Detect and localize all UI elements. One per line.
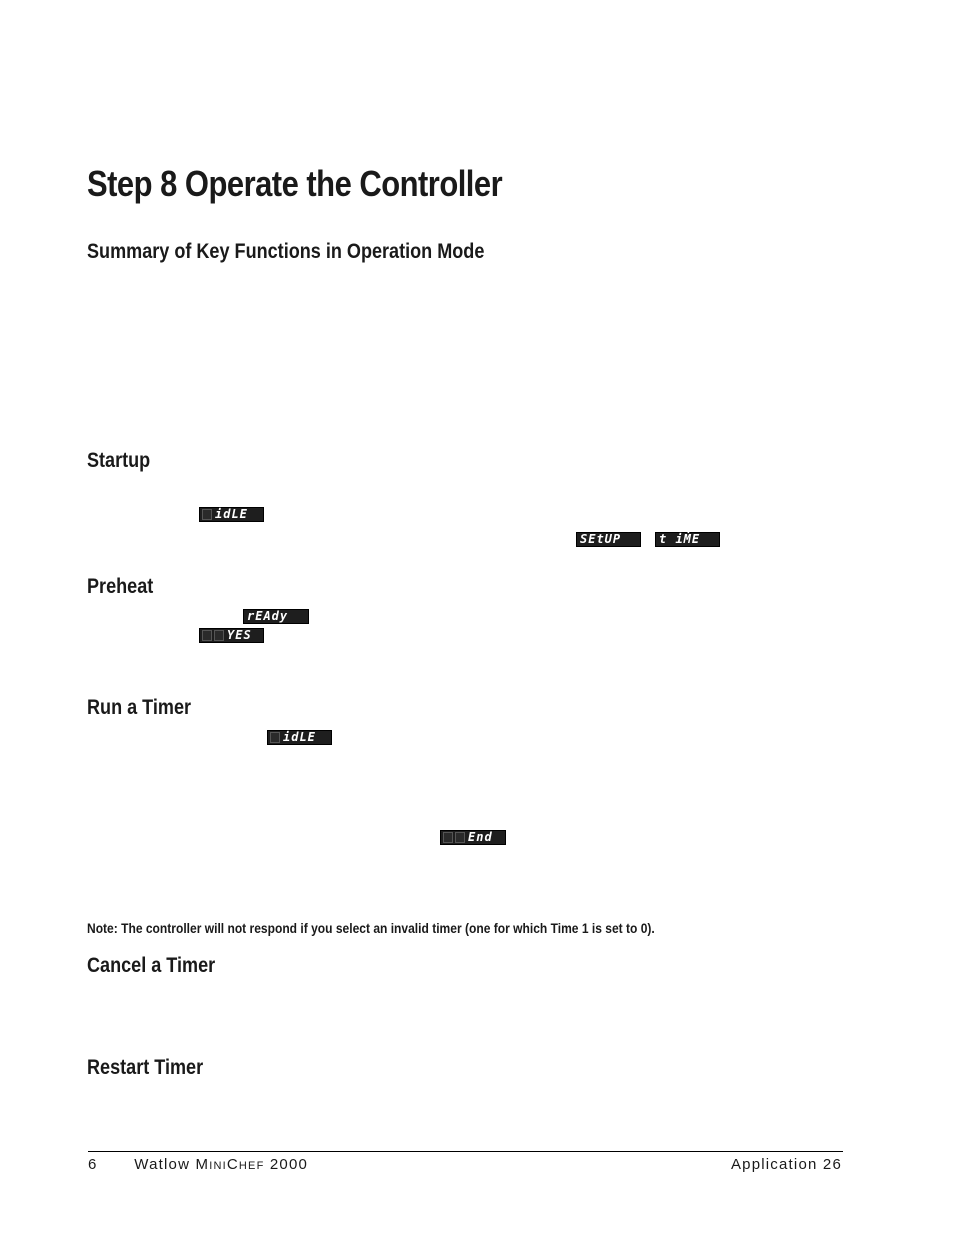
lcd-display-text: YES [227,628,252,642]
lcd-display-ready [243,609,309,624]
footer-product: MINICHEF [195,1156,265,1173]
lcd-display-idle [267,730,332,745]
lcd-display-text: End [468,830,493,844]
footer-brand: Watlow [134,1156,191,1173]
lcd-display-text: idLE [283,730,316,744]
section-heading-run-timer: Run a Timer [87,696,192,719]
lcd-blank-segment [202,509,212,520]
lcd-blank-segment [443,832,453,843]
lcd-display-text: t iṀE [659,532,701,546]
lcd-blank-segment [214,630,224,641]
page-number: 6 [88,1156,98,1173]
lcd-display-setup [576,532,641,547]
lcd-display-end [440,830,506,845]
lcd-display-text: idLE [215,507,248,521]
lcd-display-idle [199,507,264,522]
page-title: Step 8 Operate the Controller [87,163,503,204]
section-heading-cancel-timer: Cancel a Timer [87,954,216,977]
lcd-display-text: SEtUP [580,532,622,546]
lcd-display-text: rEAdy [247,609,289,623]
section-heading-summary: Summary of Key Functions in Operation Mode [87,240,485,263]
footer-model: 2000 [269,1156,309,1173]
lcd-blank-segment [202,630,212,641]
footer-divider [88,1151,843,1152]
lcd-display-time [655,532,720,547]
section-heading-startup: Startup [87,449,151,472]
lcd-blank-segment [455,832,465,843]
lcd-blank-segment [270,732,280,743]
section-heading-restart-timer: Restart Timer [87,1056,204,1079]
lcd-display-yes [199,628,264,643]
section-heading-preheat: Preheat [87,575,154,598]
footer-right: Application 26 [730,1156,842,1173]
note-text: Note: The controller will not respond if you select an invalid timer (one for which Time 1 is set to 0). [87,920,655,936]
footer-left [88,1156,308,1173]
